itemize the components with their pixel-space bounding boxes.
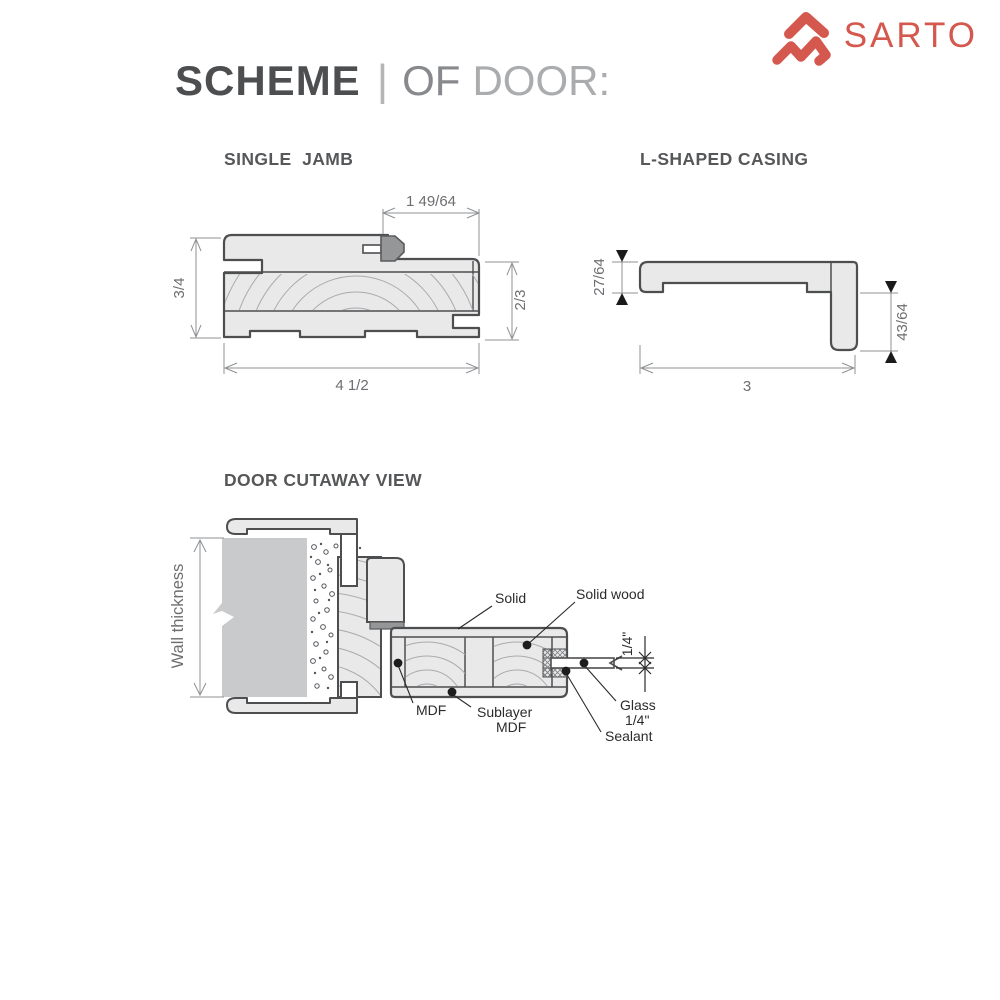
weatherstrip-seal (381, 236, 404, 261)
title-divider: | (376, 56, 389, 105)
label-glass-line1: Glass (620, 697, 656, 713)
heading-door-cutaway-view: DOOR CUTAWAY VIEW (224, 470, 423, 490)
heading-single-jamb: SINGLE JAMB (224, 149, 354, 169)
dim-casing-left-value: 27/64 (591, 258, 608, 296)
casing-profile (640, 262, 857, 350)
brand-name: SARTO (843, 16, 978, 55)
label-glass-line2: 1/4" (625, 712, 650, 728)
cutaway-jamb-grain (132, 556, 504, 928)
dim-jamb-right-value: 2/3 (512, 289, 529, 311)
door-stop (367, 558, 404, 622)
cutaway-drawing (132, 519, 656, 928)
title-word-of: OF (402, 57, 461, 104)
wall-section (222, 538, 307, 697)
label-sublayer-line1: Sublayer (477, 704, 533, 720)
title-primary: SCHEME (175, 57, 361, 104)
dim-casing-left (612, 250, 638, 305)
heading-l-shaped-casing: L-SHAPED CASING (640, 149, 809, 169)
dim-jamb-left-value: 3/4 (171, 277, 188, 299)
dim-casing-right (860, 281, 898, 363)
dim-jamb-top-value: 1 49/64 (405, 193, 457, 210)
wall-break-mark (213, 603, 222, 614)
label-solid-wood: Solid wood (576, 586, 645, 602)
label-sealant: Sealant (605, 728, 653, 744)
dim-casing-right-value: 43/64 (894, 303, 911, 341)
jamb-profile (224, 235, 479, 337)
dim-jamb-bottom-value: 4 1/2 (335, 377, 369, 394)
single-jamb-drawing (120, 116, 592, 588)
weatherstrip-slot (363, 245, 381, 253)
dim-glass-value: 1/4" (619, 631, 635, 657)
dim-jamb-bottom (224, 343, 479, 374)
dim-casing-bottom-value: 3 (742, 378, 752, 395)
dim-wall-label: Wall thickness (169, 563, 187, 669)
l-casing-drawing (591, 250, 911, 395)
dim-jamb-left (190, 238, 221, 338)
jamb-wood-grain (120, 116, 592, 588)
title-word-door: DOOR: (472, 57, 611, 104)
label-solid: Solid (495, 590, 527, 606)
dim-wall (190, 538, 224, 697)
label-mdf: MDF (416, 702, 447, 718)
dim-casing-bottom (640, 345, 855, 374)
label-sublayer-line2: MDF (496, 719, 527, 735)
